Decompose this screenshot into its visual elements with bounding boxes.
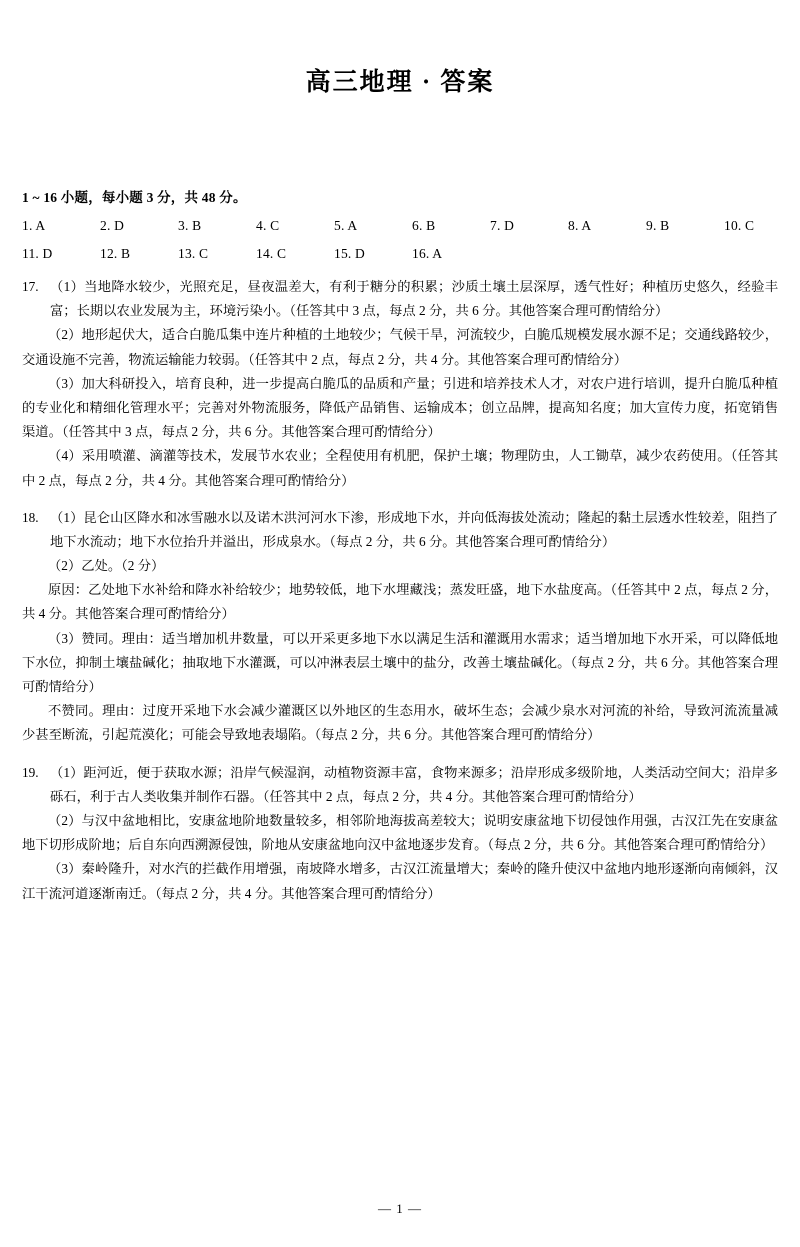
page-footer — [0, 1201, 800, 1217]
answer-block-19 — [22, 761, 778, 906]
mc-answer-12: 12. B — [100, 246, 131, 261]
answer-19-part-1: （1）距河近，便于获取水源；沿岸气候湿润，动植物资源丰富，食物来源多；沿岸形成多级阶地，人类活动空间大；沿岸多砾石，利于古人类收集并制作石器。（任答其中 2 点，每点 2 分，共 4 分。其他答案合理可酌情给分） — [50, 764, 778, 804]
answer-18-part-2-reason: 原因：乙处地下水补给和降水补给较少；地势较低，地下水埋藏浅；蒸发旺盛，地下水盐度高。（任答其中 2 点，每点 2 分，共 4 分。其他答案合理可酌情给分） — [22, 582, 778, 622]
mc-answer-11: 11. D — [22, 246, 53, 261]
mc-answer-3: 3. B — [178, 218, 202, 233]
mc-answer-4: 4. C — [256, 218, 280, 233]
answer-19-part-2: （2）与汉中盆地相比，安康盆地阶地数量较多，相邻阶地海拔高差较大；说明安康盆地下切侵蚀作用强，古汉江先在安康盆地下切形成阶地；后自东向西溯源侵蚀，阶地从安康盆地向汉中盆地逐步发育。（每点 2 分，共 6 分。其他答案合理可酌情给分） — [22, 812, 778, 853]
page-title: 高三地理 · 答案 — [305, 69, 495, 96]
answer-18-part-3-agree: （3）赞同。理由：适当增加机井数量，可以开采更多地下水以满足生活和灌溉用水需求；适当增加地下水开采，可以降低地下水位，抑制土壤盐碱化；抽取地下水灌溉，可以冲淋表层土壤中的盐分，改善土壤盐碱化。（每点 2 分，共 6 分。其他答案合理可酌情给分） — [22, 630, 778, 694]
answer-18-part-1: （1）昆仑山区降水和冰雪融水以及诺木洪河河水下渗，形成地下水，并向低海拔处流动；隆起的黏土层透水性较差，阻挡了地下水流动；地下水位抬升并溢出，形成泉水。（每点 2 分，共 6 分。其他答案合理可酌情给分） — [50, 509, 778, 549]
mc-answer-10: 10. C — [724, 218, 755, 233]
answer-19-part-3: （3）秦岭隆升，对水汽的拦截作用增强，南坡降水增多，古汉江流量增大；秦岭的隆升使汉中盆地内地形逐渐向南倾斜，汉江干流河道逐渐南迁。（每点 2 分，共 4 分。其他答案合理可酌情给分） — [22, 861, 778, 901]
answer-17-part-1: （1）当地降水较少，光照充足，昼夜温差大，有利于糖分的积累；沙质土壤土层深厚，透气性好；种植历史悠久，经验丰富；长期以农业发展为主，环境污染小。（任答其中 3 点，每点 2 分，共 6 分。其他答案合理可酌情给分） — [50, 279, 778, 319]
mc-answer-5: 5. A — [334, 218, 358, 233]
question-number-18: 18. — [22, 509, 39, 525]
answer-17-part-4: （4）采用喷灌、滴灌等技术，发展节水农业；全程使用有机肥，保护土壤；物理防虫，人工锄草，减少农药使用。（任答其中 2 点，每点 2 分，共 4 分。其他答案合理可酌情给分） — [22, 448, 778, 488]
mc-answer-2: 2. D — [100, 218, 125, 233]
answer-block-17 — [22, 275, 778, 493]
answer-17-part-2: （2）地形起伏大，适合白脆瓜集中连片种植的土地较少；气候干旱，河流较少，白脆瓜规模发展水源不足；交通线路较少，交通设施不完善，物流运输能力较弱。（任答其中 2 点，每点 2 分，共 4 分。其他答案合理可酌情给分） — [22, 327, 778, 367]
mc-answer-1: 1. A — [22, 218, 46, 233]
answer-18-part-2: （2）乙处。（2 分） — [48, 558, 165, 574]
question-number-19: 19. — [22, 764, 39, 780]
multiple-choice-heading: 1 ~ 16 小题，每小题 3 分，共 48 分。 — [22, 190, 247, 205]
page-number: — 1 — — [378, 1201, 422, 1216]
mc-answer-9: 9. B — [646, 218, 670, 233]
mc-answer-8: 8. A — [568, 218, 592, 233]
answer-17-part-3: （3）加大科研投入，培育良种，进一步提高白脆瓜的品质和产量；引进和培养技术人才，对农户进行培训，提升白脆瓜种植的专业化和精细化管理水平；完善对外物流服务，降低产品销售、运输成本；创立品牌，提高知名度；加大宣传力度，拓宽销售渠道。（任答其中 3 点，每点 2 分，共 6 分。其他答案合理可酌情给分） — [22, 375, 778, 440]
multiple-choice-row-2 — [22, 246, 778, 262]
mc-answer-16: 16. A — [412, 246, 443, 261]
mc-answer-13: 13. C — [178, 246, 209, 261]
answer-sheet-page — [0, 62, 800, 1247]
answer-block-18 — [22, 506, 778, 748]
multiple-choice-row-1 — [22, 218, 778, 234]
mc-answer-7: 7. D — [490, 218, 515, 233]
answer-18-part-3-disagree: 不赞同。理由：过度开采地下水会减少灌溉区以外地区的生态用水，破坏生态；会减少泉水对河流的补给，导致河流流量减少甚至断流，引起荒漠化；可能会导致地表塌陷。（每点 2 分，共 6 分。其他答案合理可酌情给分） — [22, 703, 778, 743]
mc-answer-14: 14. C — [256, 246, 287, 261]
mc-answer-15: 15. D — [334, 246, 365, 261]
question-number-17: 17. — [22, 279, 39, 294]
mc-answer-6: 6. B — [412, 218, 436, 233]
